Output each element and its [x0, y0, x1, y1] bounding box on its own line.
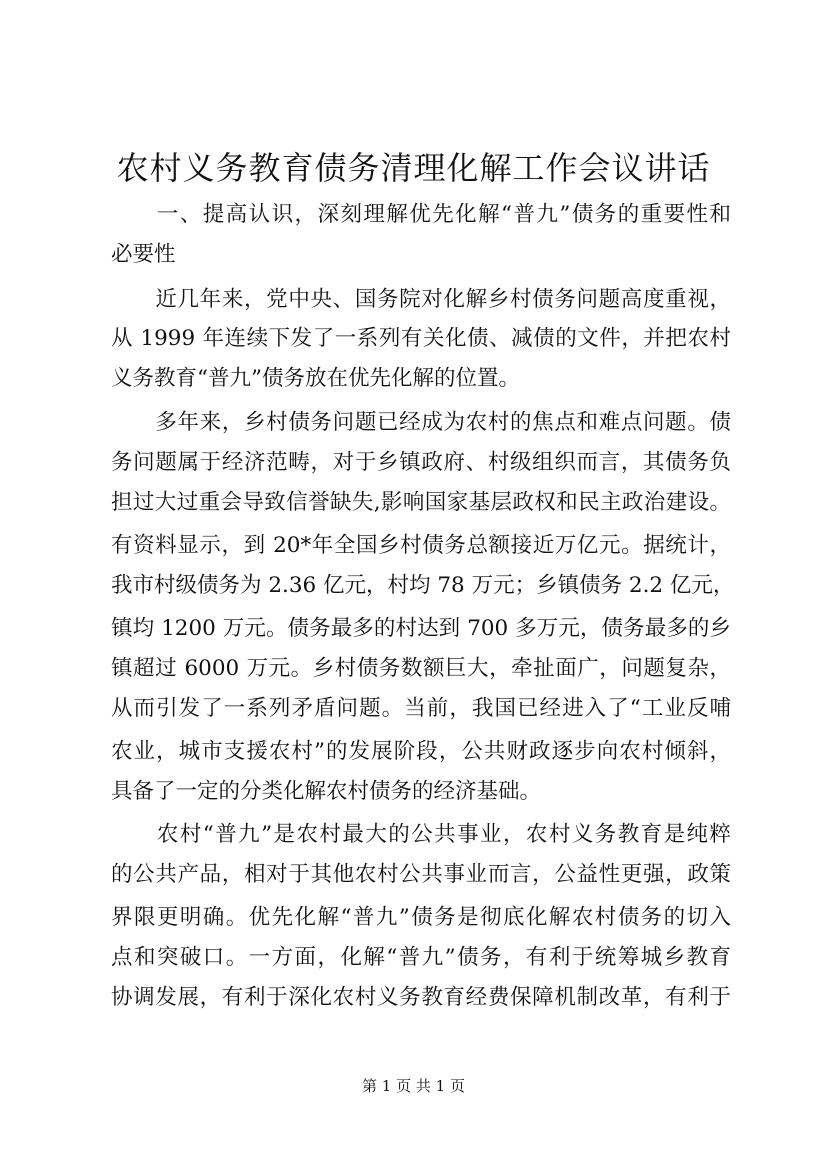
paragraph-line: 担过大过重会导致信誉缺失,影响国家基层政权和民主政治建设。	[111, 490, 731, 515]
page-number-footer: 第 1 页 共 1 页	[362, 1077, 465, 1095]
paragraph-line: 义务教育“普九”债务放在优先化解的位置。	[111, 366, 520, 391]
paragraph-line: 农村“普九”是农村最大的公共事业，农村义务教育是纯粹	[111, 822, 731, 847]
paragraph-line: 近几年来，党中央、国务院对化解乡村债务问题高度重视，	[111, 287, 731, 312]
paragraph-line: 多年来，乡村债务问题已经成为农村的焦点和难点问题。债	[111, 410, 731, 435]
paragraph-line: 务问题属于经济范畴，对于乡镇政府、村级组织而言，其债务负	[111, 450, 731, 475]
paragraph-line: 点和突破口。一方面，化解“普九”债务，有利于统筹城乡教育	[111, 945, 731, 970]
paragraph-line: 我市村级债务为 2.36 亿元，村均 78 万元；乡镇债务 2.2 亿元，	[111, 573, 735, 598]
paragraph-line: 镇超过 6000 万元。乡村债务数额巨大，牵扯面广，问题复杂，	[111, 656, 731, 681]
paragraph-line: 镇均 1200 万元。债务最多的村达到 700 多万元，债务最多的乡	[111, 616, 731, 641]
paragraph-line: 一、提高认识，深刻理解优先化解“普九”债务的重要性和	[111, 202, 731, 227]
paragraph-line: 从而引发了一系列矛盾问题。当前，我国已经进入了“工业反哺	[111, 696, 731, 721]
paragraph-line: 从 1999 年连续下发了一系列有关化债、减债的文件，并把农村	[111, 326, 731, 351]
paragraph-line: 界限更明确。优先化解“普九”债务是彻底化解农村债务的切入	[111, 905, 731, 930]
paragraph-line: 具备了一定的分类化解农村债务的经济基础。	[111, 779, 542, 804]
paragraph-line: 有资料显示，到 20*年全国乡村债务总额接近万亿元。据统计，	[111, 533, 731, 558]
document-title: 农村义务教育债务清理化解工作会议讲话	[116, 149, 711, 187]
paragraph-line: 必要性	[111, 242, 176, 267]
paragraph-line: 协调发展，有利于深化农村义务教育经费保障机制改革，有利于	[111, 985, 731, 1010]
paragraph-line: 的公共产品，相对于其他农村公共事业而言，公益性更强，政策	[111, 862, 731, 887]
paragraph-line: 农业，城市支援农村”的发展阶段，公共财政逐步向农村倾斜，	[111, 739, 731, 764]
